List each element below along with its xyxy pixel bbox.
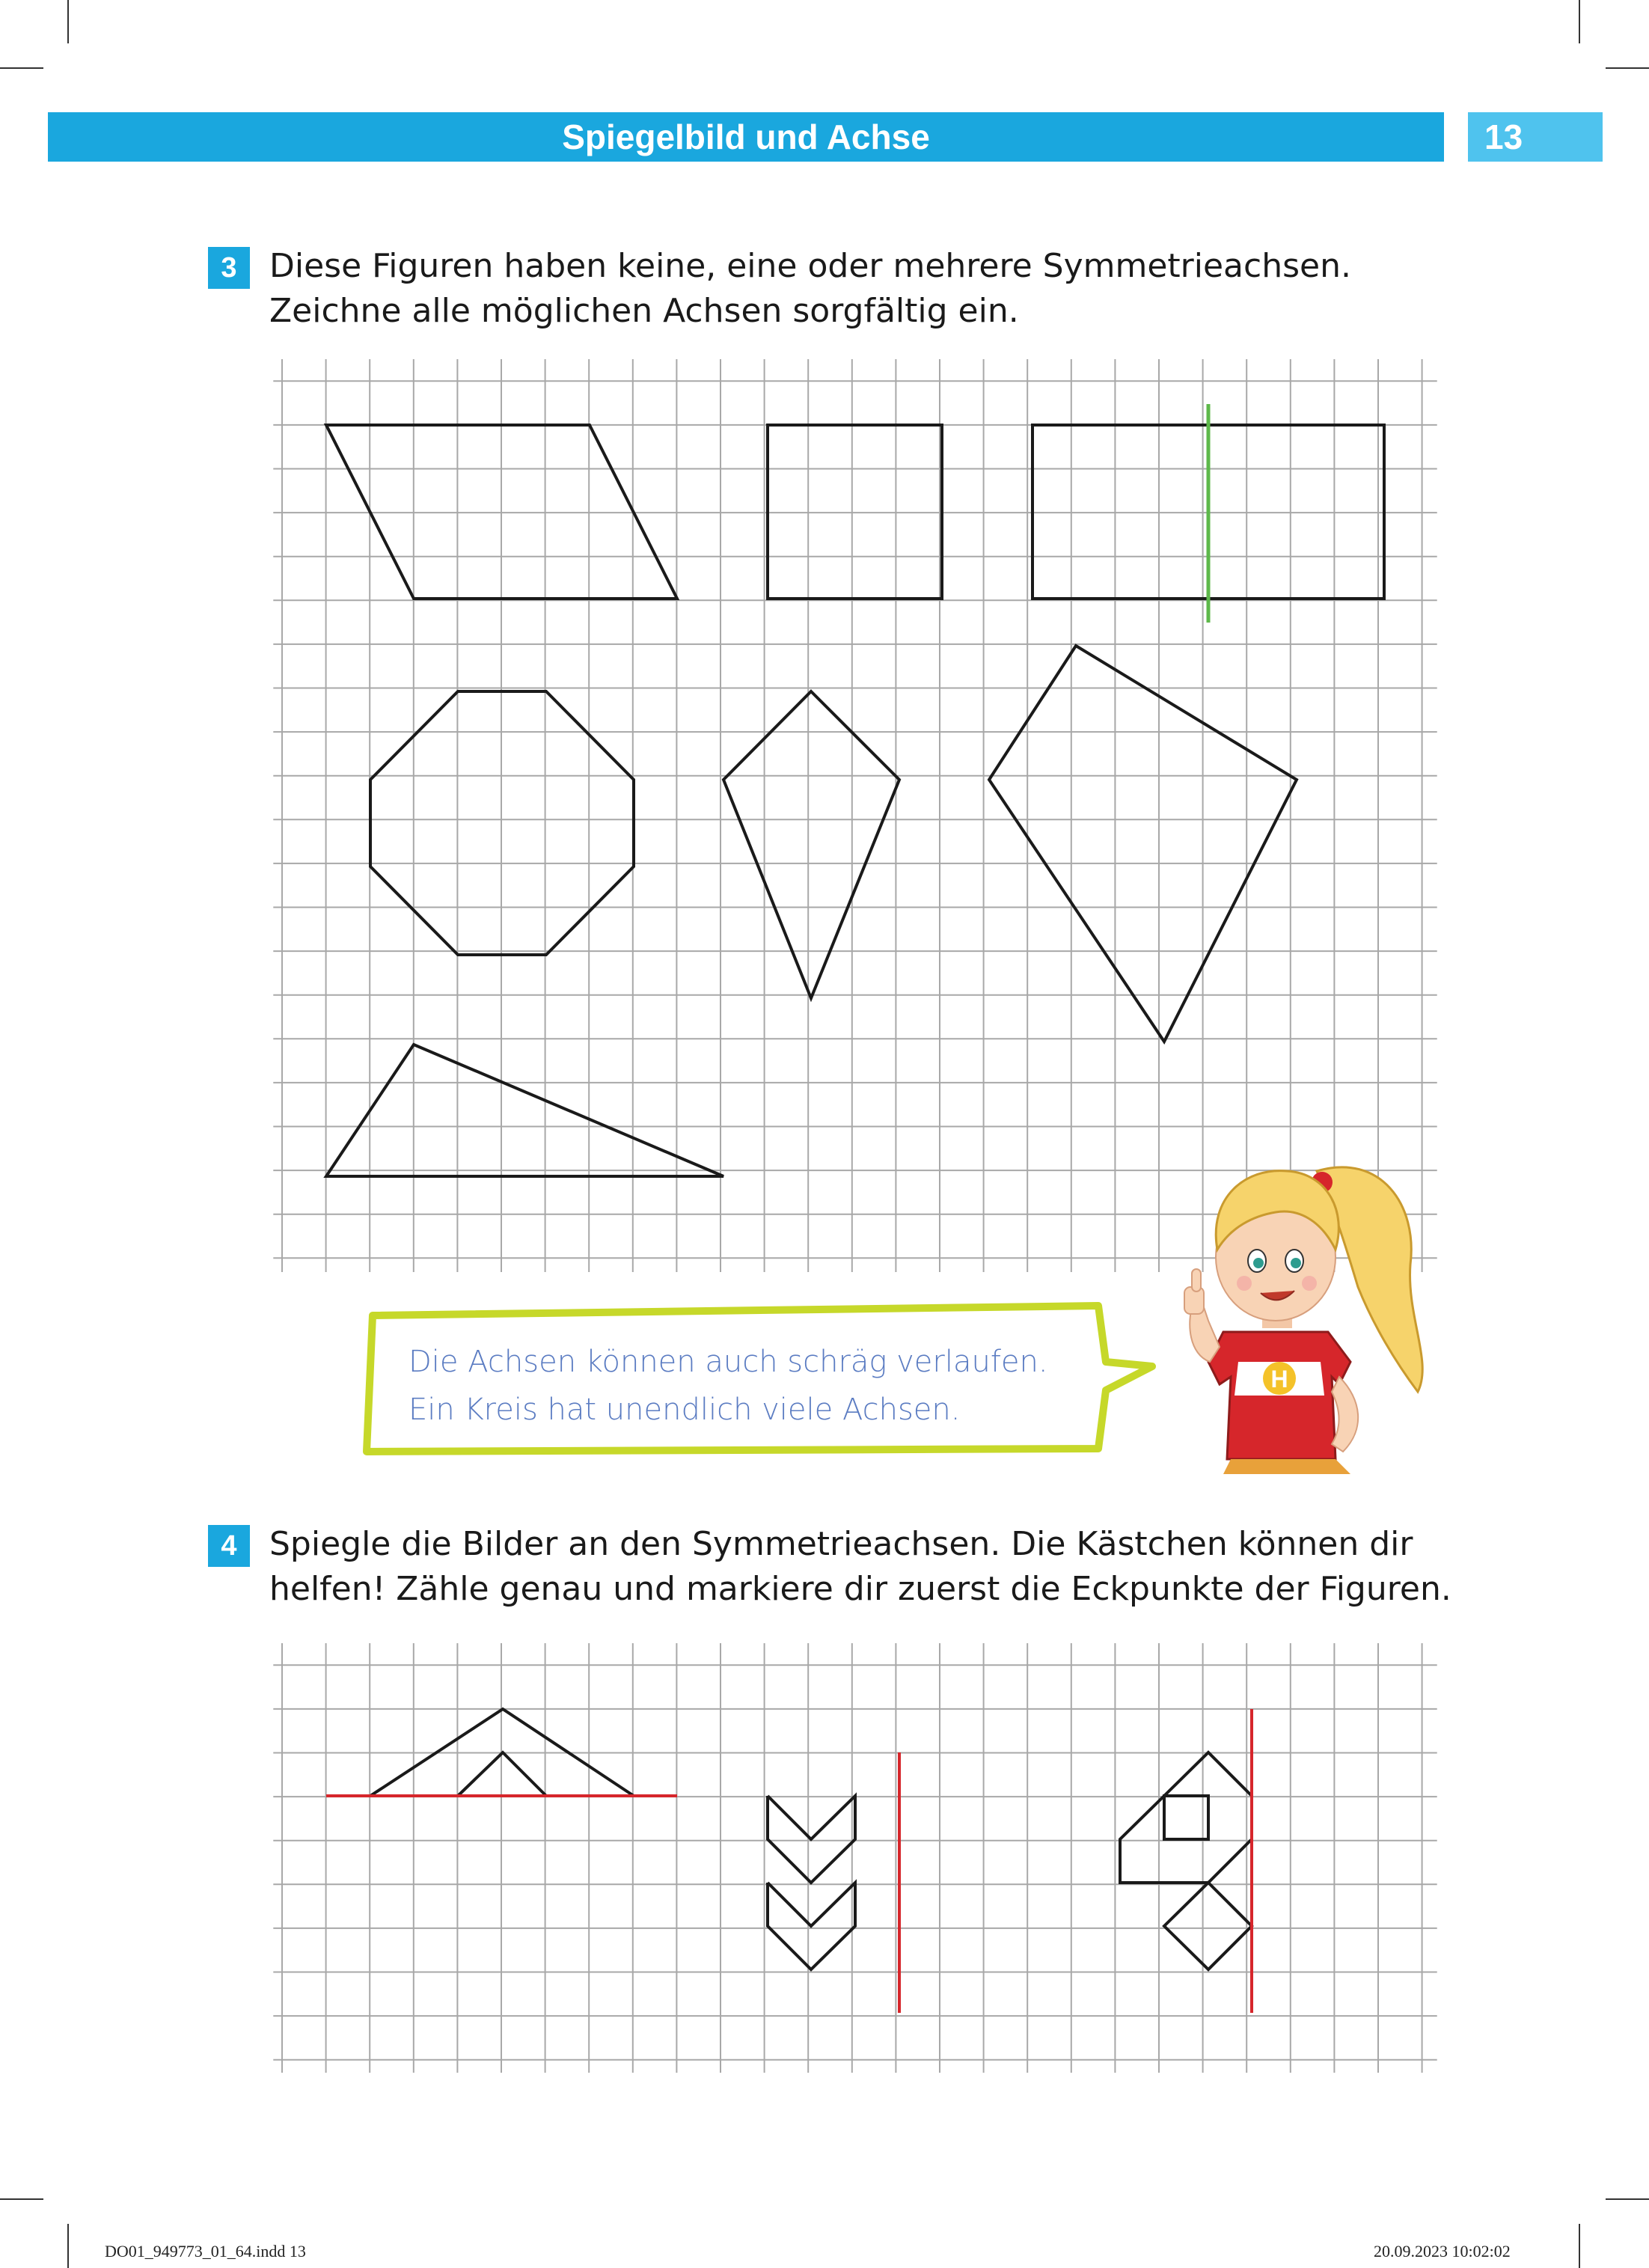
crop-mark: [1579, 2224, 1580, 2268]
bird-eye-figure: [1164, 1796, 1208, 1839]
task-3-line-2: Zeichne alle möglichen Achsen sorgfältig ein.: [269, 292, 1019, 330]
task-4-line-2: helfen! Zähle genau und markiere dir zuerst die Eckpunkte der Figuren.: [269, 1570, 1451, 1608]
task-4-line-1: Spiegle die Bilder an den Symmetrieachsen. Die Kästchen können dir: [269, 1525, 1413, 1563]
hint-line-2: Ein Kreis hat unendlich viele Achsen.: [409, 1393, 961, 1427]
page-number: 13: [1484, 117, 1523, 156]
bird-body-figure: [1164, 1883, 1252, 1969]
shirt-letter: H: [1270, 1366, 1288, 1393]
bird-head-figure: [1120, 1752, 1252, 1883]
chevron-upper-figure: [768, 1796, 855, 1883]
task-4-number: 4: [208, 1525, 250, 1567]
footer-file-info: DO01_949773_01_64.indd 13: [105, 2242, 306, 2261]
chevron-lower-figure: [768, 1883, 855, 1969]
crop-mark: [67, 2224, 69, 2268]
task-3-number: 3: [208, 247, 250, 289]
task-3-line-1: Diese Figuren haben keine, eine oder mehrere Symmetrieachsen.: [269, 247, 1351, 285]
section-title: Spiegelbild und Achse: [562, 117, 930, 156]
footer-timestamp: 20.09.2023 10:02:02: [1374, 2242, 1511, 2261]
hint-line-1: Die Achsen können auch schräg verlaufen.: [409, 1345, 1048, 1379]
crop-mark: [0, 2198, 43, 2200]
crop-mark: [1606, 2198, 1649, 2200]
